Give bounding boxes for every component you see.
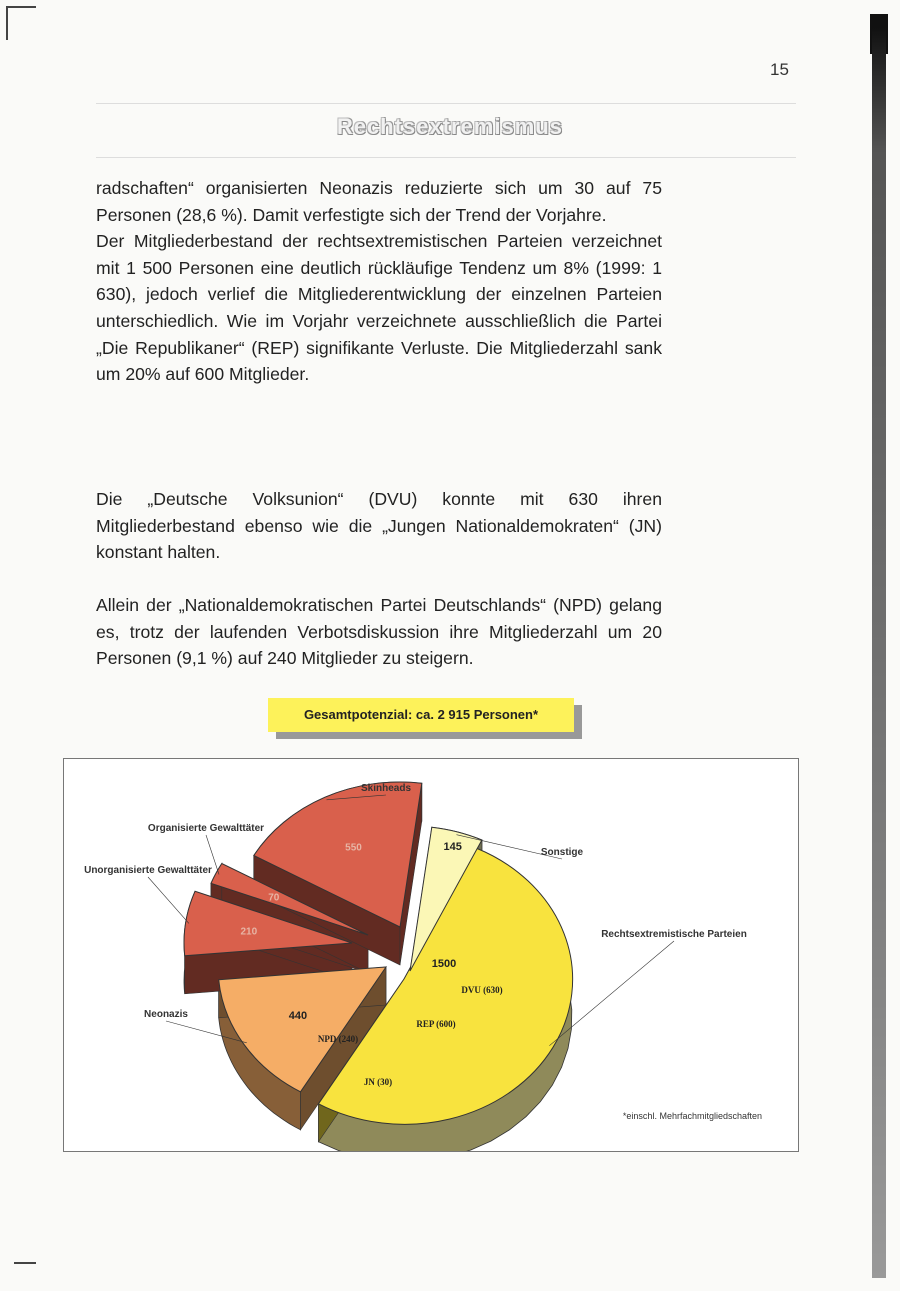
party-label-npd-240: NPD (240) [317, 1034, 359, 1044]
page-number: 15 [770, 60, 789, 79]
paragraph-2: Der Mitgliederbestand der rechtsextremistischen Parteien verzeichnet mit 1 500 Personen eine deutlich rückläufige Tendenz um 8% (1999: 1 630), jedoch verlief die Mitgliederentwicklung der einzelnen Parteien unterschiedlich. Wie im Vorjahr verzeichnete ausschließlich die Partei „Die Republikaner“ (REP) signifikante Verluste. Die Mitgliederzahl sank um 20% auf 600 Mitglieder. [96, 231, 662, 385]
pie-chart [64, 759, 798, 1151]
paragraph-4: Allein der „Nationaldemokratischen Partei Deutschlands“ (NPD) gelang es, trotz der laufenden Verbotsdiskussion ihre Mitgliederzahl um 20 Personen (9,1 %) auf 240 Mitglieder zu steigern. [96, 595, 662, 669]
scan-edge-shadow [872, 28, 886, 1278]
paragraph-3: Die „Deutsche Volksunion“ (DVU) konnte mit 630 ihren Mitgliederbestand ebenso wie die „Jungen Nationaldemokraten“ (JN) konstant halten. [96, 489, 662, 563]
total-potential-banner: Gesamtpotenzial: ca. 2 915 Personen* [268, 698, 574, 732]
slice-value-unorganisierte-gewalttaeter: 210 [240, 926, 258, 938]
category-label-organisierte-gewalttaeter: Organisierte Gewalttäter [147, 823, 265, 834]
party-label-dvu-630: DVU (630) [461, 985, 503, 995]
chart-footnote: *einschl. Mehrfachmitgliedschaften [622, 1111, 762, 1121]
category-label-rechtsextremistische-parteien: Rechtsextremistische Parteien [601, 929, 747, 940]
slice-value-skinheads: 550 [345, 842, 362, 854]
header-rule-top [96, 103, 796, 104]
page-header-title: Rechtsextremismus [336, 114, 564, 139]
category-label-neonazis: Neonazis [144, 1009, 188, 1020]
text-block-1 [96, 175, 662, 388]
category-label-skinheads: Skinheads [360, 783, 412, 794]
crop-mark-top-left-vertical [6, 6, 8, 40]
slice-value-organisierte-gewalttaeter: 70 [268, 892, 280, 904]
crop-mark-top-left [6, 6, 36, 8]
slice-value-rechtsextremistische-parteien: 1500 [431, 958, 457, 970]
party-label-rep-600: REP (600) [416, 1019, 456, 1029]
crop-mark-bottom-left [14, 1262, 36, 1264]
category-label-unorganisierte-gewalttaeter: Unorganisierte Gewalttäter [84, 865, 212, 876]
slice-value-neonazis: 440 [288, 1009, 308, 1022]
category-label-sonstige: Sonstige [540, 847, 584, 858]
pie-chart-panel [63, 758, 799, 1152]
text-block-2 [96, 486, 662, 566]
paragraph-1: radschaften“ organisierten Neonazis reduzierte sich um 30 auf 75 Personen (28,6 %). Damit verfestigte sich der Trend der Vorjahre. [96, 178, 662, 225]
text-block-3 [96, 592, 662, 672]
leader-line-unorganisierte-gewalttaeter [148, 877, 189, 923]
party-label-jn-30: JN (30) [363, 1077, 393, 1087]
header-rule-bottom [96, 157, 796, 158]
slice-value-sonstige: 145 [443, 840, 462, 853]
